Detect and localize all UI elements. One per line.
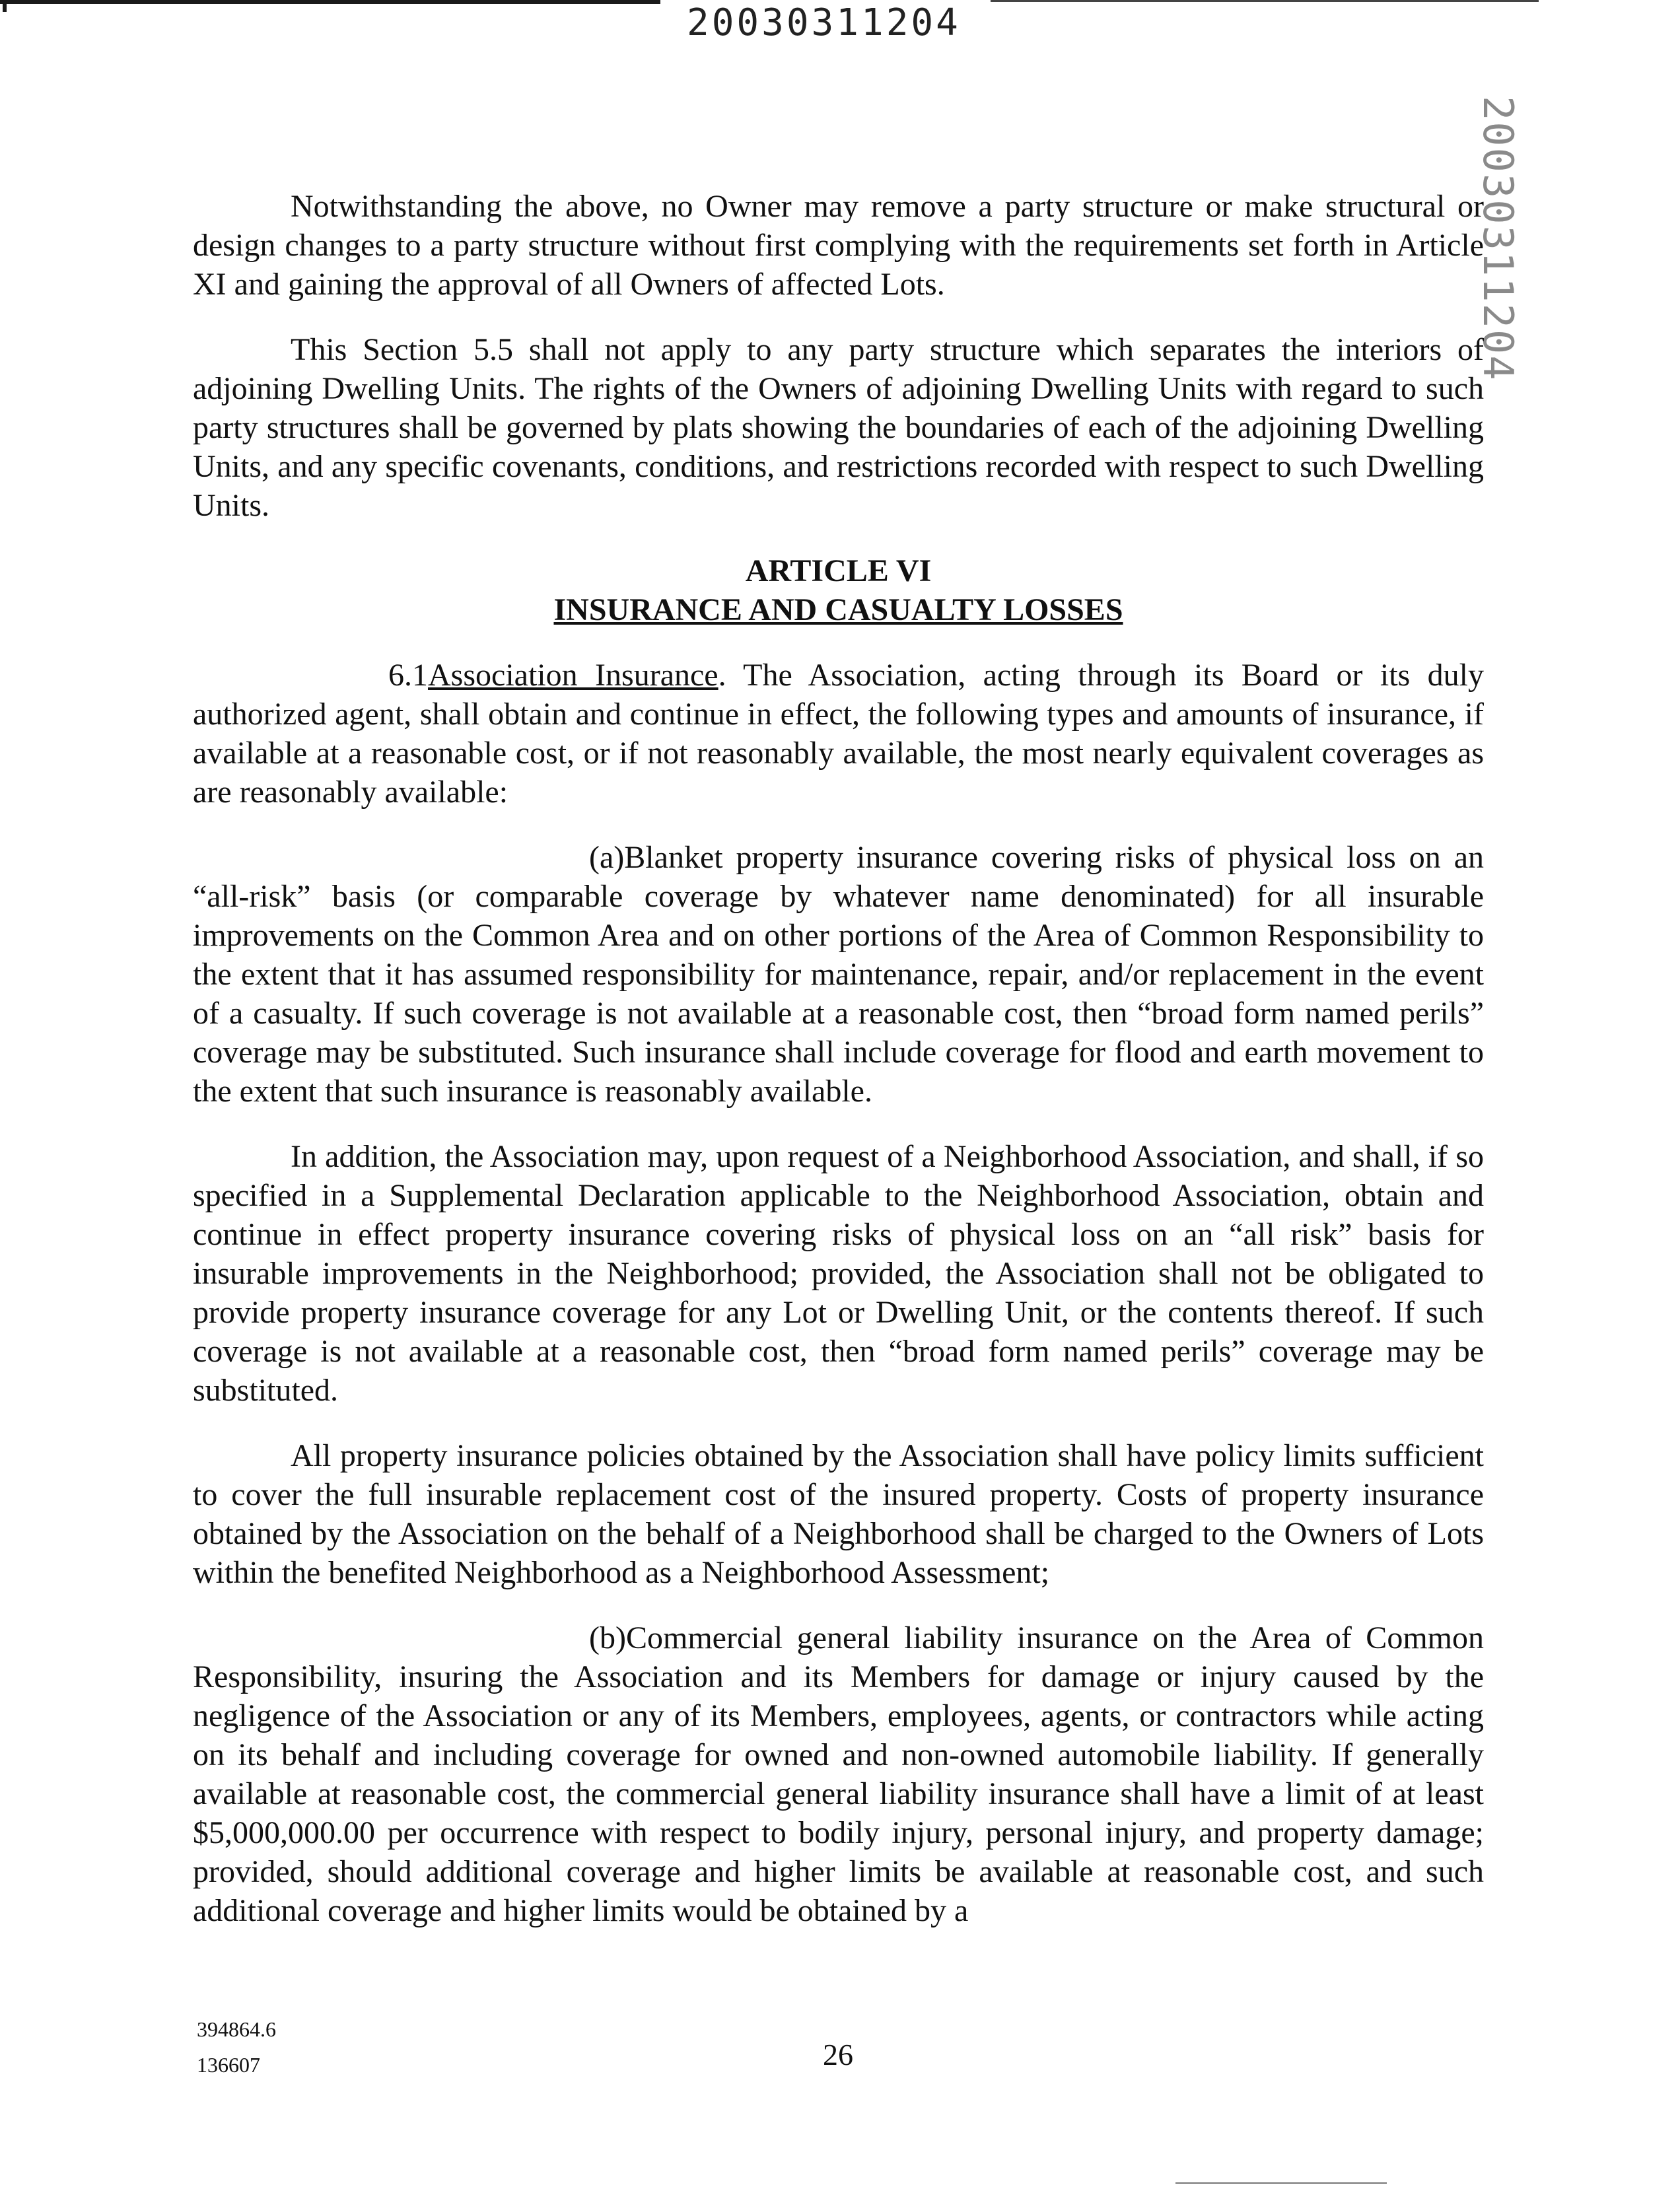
top-border-right [991,0,1539,2]
section-6-1 [193,656,1484,812]
article-heading [193,551,1484,629]
top-border-left [0,0,660,4]
article-number: ARTICLE VI [745,553,932,588]
bottom-border [1175,2182,1387,2184]
document-body [193,187,1484,1957]
clause-a-text: Blanket property insurance covering risks of physical loss on an “all-risk” basis (or comparable coverage by whatever name denominated) for all insurable improvements on the Common Area and on other portions of the Area of Common Responsibility to the extent that it has assumed responsibility for maintenance, repair, and/or replacement in the event of a casualty. If such coverage is not available at a reasonable cost, then “broad form named perils” coverage may be substituted. Such insurance shall include coverage for flood and earth movement to the extent that such insurance is reasonably available. [193,840,1484,1109]
paragraph-property-policies: All property insurance policies obtained by the Association shall have policy limits sufficient to cover the full insurable replacement cost of the insured property. Costs of property insurance obtained by the Association on the behalf of a Neighborhood shall be charged to the Owners of Lots within the benefited Neighborhood as a Neighborhood Assessment; [193,1438,1484,1590]
clause-b [193,1618,1484,1930]
paragraph-additional-insurance: In addition, the Association may, upon request of a Neighborhood Association, and shall, if so specified in a Supplemental Declaration applicable to the Neighborhood Association, obtain and continue in effect property insurance covering risks of physical loss on an “all risk” basis for insurable improvements in the Neighborhood; provided, the Association shall not be obligated to provide property insurance coverage for any Lot or Dwelling Unit, or the contents thereof. If such coverage is not available at a reasonable cost, then “broad form named perils” coverage may be substituted. [193,1139,1484,1408]
clause-a-marker: (a) [589,840,625,875]
page-number: 26 [823,2038,853,2071]
clause-a [193,838,1484,1111]
paragraph-party-structure: Notwithstanding the above, no Owner may remove a party structure or make structural or design changes to a party structure without first complying with the requirements set forth in Article XI and gaining the approval of all Owners of affected Lots. [193,189,1484,302]
footer-code-2: 136607 [197,2053,260,2077]
clause-b-text: Commercial general liability insurance on the Area of Common Responsibility, insuring the Association and its Members for damage or injury caused by the negligence of the Association or any of its Members, employees, agents, or contractors while acting on its behalf and including coverage for owned and non-owned automobile liability. If generally available at reasonable cost, the commercial general liability insurance shall have a limit of at least $5,000,000.00 per occurrence with respect to bodily injury, personal injury, and property damage; provided, should additional coverage and higher limits be available at reasonable cost, and such additional coverage and higher limits would be obtained by a [193,1620,1484,1928]
clause-b-marker: (b) [589,1620,626,1655]
document-number: 20030311204 [687,1,961,44]
article-title: INSURANCE AND CASUALTY LOSSES [553,592,1123,627]
side-stamp: 20030311204 [1474,96,1522,382]
footer-codes [197,2011,276,2083]
section-text: . The Association, acting through its Board or its duly authorized agent, shall obtain and continue in effect, the following types and amounts of insurance, if available at a reasonable cost, or if not reasonably available, the most nearly equivalent coverages as are reasonably available: [193,658,1485,810]
section-title: Association Insurance [428,658,718,693]
footer-code-1: 394864.6 [197,2017,276,2041]
top-border-tick [3,0,7,12]
section-number: 6.1 [388,658,428,693]
paragraph-section-5-5: This Section 5.5 shall not apply to any party structure which separates the interiors of adjoining Dwelling Units. The rights of the Owners of adjoining Dwelling Units with regard to such party structures shall be governed by plats showing the boundaries of each of the adjoining Dwelling Units, and any specific covenants, conditions, and restrictions recorded with respect to such Dwelling Units. [193,332,1484,523]
